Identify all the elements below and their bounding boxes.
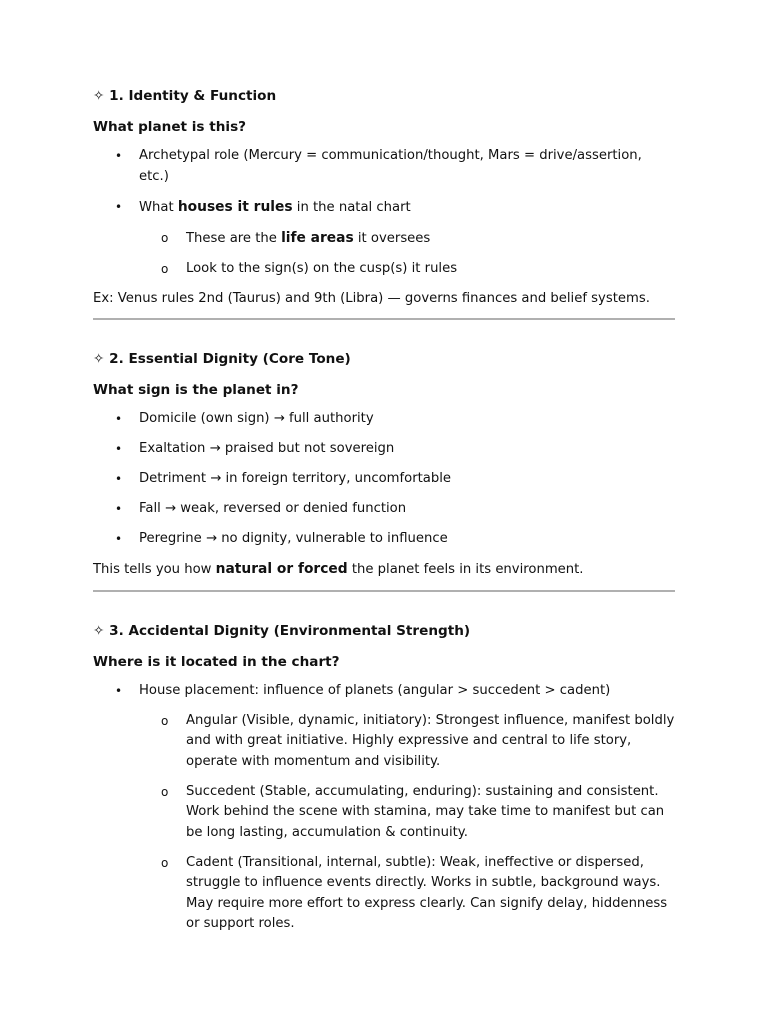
note-text: This tells you how bbox=[93, 562, 216, 577]
sub-list-item bbox=[93, 711, 675, 773]
sub-marker: o bbox=[161, 784, 169, 799]
list-item bbox=[93, 409, 675, 430]
list-item-text: Detriment → in foreign territory, uncomfortable bbox=[139, 471, 452, 486]
bullet-marker: • bbox=[115, 149, 123, 163]
sub-marker: o bbox=[161, 855, 169, 870]
list-item bbox=[93, 529, 675, 550]
list-item-text: Domicile (own sign) → full authority bbox=[139, 411, 374, 426]
bold-text: houses it rules bbox=[177, 198, 293, 215]
sub-list-item bbox=[93, 853, 675, 935]
list-item bbox=[93, 439, 675, 460]
list-item bbox=[93, 469, 675, 490]
list-item-text: Archetypal role (Mercury = communication/thought, Mars = drive/assertion, etc.) bbox=[139, 148, 642, 184]
bullet-marker: • bbox=[115, 683, 123, 698]
bold-text: life areas bbox=[281, 229, 354, 246]
section-2-question: What sign is the planet in? bbox=[93, 382, 299, 398]
section-2-note bbox=[93, 559, 675, 581]
list-item-text: Peregrine → no dignity, vulnerable to influence bbox=[139, 531, 448, 546]
bold-text: natural or forced bbox=[215, 561, 348, 577]
section-3-title: ✧ 3. Accidental Dignity (Environmental Strength) bbox=[93, 622, 471, 639]
list-item-text: Exaltation → praised but not sovereign bbox=[139, 441, 395, 456]
list-item-text: in the natal chart bbox=[292, 199, 411, 215]
list-item-text: What bbox=[139, 199, 178, 215]
sub-item-text: These are the bbox=[186, 230, 282, 246]
section-1-title: ✧ 1. Identity & Function bbox=[93, 88, 277, 104]
bullet-marker: • bbox=[115, 442, 123, 456]
sub-marker: o bbox=[161, 230, 169, 245]
bullet-marker: • bbox=[115, 199, 123, 214]
bullet-marker: • bbox=[115, 472, 123, 486]
sub-item-text: Succedent (Stable, accumulating, enduring): sustaining and consistent. Work behind the scene with stamina, may take time to manifest but can be long lasting, accumulation & continuity. bbox=[186, 783, 665, 840]
note-text: the planet feels in its environment. bbox=[347, 562, 584, 577]
list-item bbox=[93, 197, 675, 219]
sub-list-item bbox=[93, 228, 675, 250]
sub-item-text: Look to the sign(s) on the cusp(s) it rules bbox=[186, 260, 458, 276]
section-1-example: Ex: Venus rules 2nd (Taurus) and 9th (Libra) — governs finances and belief systems. bbox=[93, 290, 650, 306]
list-item bbox=[93, 146, 675, 187]
list-item-text: House placement: influence of planets (angular > succedent > cadent) bbox=[139, 682, 611, 698]
list-item bbox=[93, 499, 675, 520]
section-divider bbox=[93, 590, 675, 592]
bullet-marker: • bbox=[115, 532, 123, 546]
bullet-marker: • bbox=[115, 502, 123, 516]
bullet-marker: • bbox=[115, 412, 123, 426]
sub-item-text: it oversees bbox=[353, 230, 431, 246]
sub-list-item bbox=[93, 259, 675, 280]
sub-item-text: Cadent (Transitional, internal, subtle): Weak, ineffective or dispersed, struggle to influence events directly. Works in subtle, background ways. May require more effort to express clearly. Can signify delay, hiddenness or support roles. bbox=[186, 854, 668, 931]
sub-item-text: Angular (Visible, dynamic, initiatory): Strongest influence, manifest boldly and with great initiative. Highly expressive and central to life story, operate with momentum and visibility. bbox=[186, 712, 675, 769]
sub-marker: o bbox=[161, 713, 169, 728]
section-2-title: ✧ 2. Essential Dignity (Core Tone) bbox=[93, 351, 351, 367]
document-content bbox=[93, 85, 675, 944]
list-item-text: Fall → weak, reversed or denied function bbox=[139, 501, 407, 516]
section-divider bbox=[93, 318, 675, 320]
sub-list-item bbox=[93, 782, 675, 844]
list-item bbox=[93, 681, 675, 702]
section-3-question: Where is it located in the chart? bbox=[93, 653, 340, 670]
section-1-question: What planet is this? bbox=[93, 119, 247, 135]
sub-marker: o bbox=[161, 261, 169, 276]
